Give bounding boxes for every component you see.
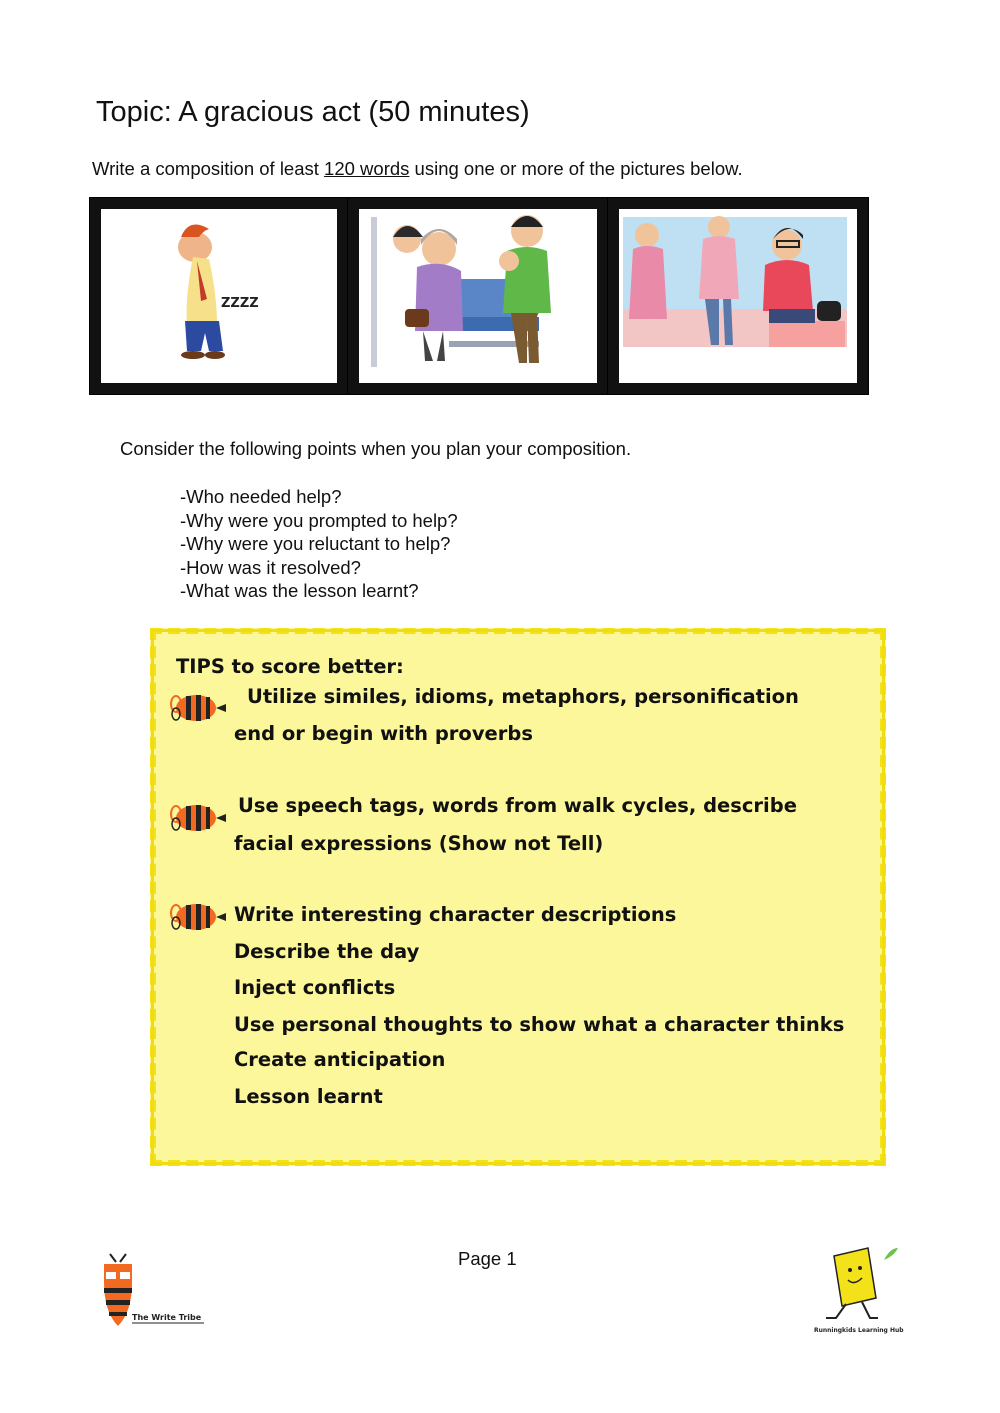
picture-sleeping-man bbox=[90, 198, 348, 394]
learning-hub-logo-text: Runningkids Learning Hub bbox=[814, 1327, 904, 1334]
picture-train-seat bbox=[348, 198, 608, 394]
zzz-caption: ZZZZ bbox=[221, 296, 259, 311]
bee-bullet-icon bbox=[170, 899, 232, 935]
point-item: -Who needed help? bbox=[180, 486, 342, 507]
tip-line: Inject conflicts bbox=[234, 976, 396, 999]
tips-title: TIPS to score better: bbox=[176, 655, 404, 678]
learning-hub-logo bbox=[806, 1240, 910, 1344]
point-item: -Why were you prompted to help? bbox=[180, 509, 458, 531]
tip-line: facial expressions (Show not Tell) bbox=[234, 832, 604, 855]
point-item: -What was the lesson learnt? bbox=[180, 580, 419, 602]
planning-points bbox=[180, 485, 458, 603]
tip-line: Use speech tags, words from walk cycles, describe bbox=[238, 794, 797, 817]
write-tribe-logo-text: The Write Tribe bbox=[132, 1313, 202, 1322]
page-title: Topic: A gracious act (50 minutes) bbox=[96, 96, 530, 128]
tip-line: Write interesting character descriptions bbox=[234, 903, 677, 926]
picture-passengers bbox=[608, 198, 868, 394]
page-number: Page 1 bbox=[458, 1248, 517, 1269]
passengers-illustration bbox=[619, 209, 857, 383]
tip-line: Use personal thoughts to show what a character thinks bbox=[234, 1013, 845, 1036]
tip-line: Utilize similes, idioms, metaphors, personification bbox=[247, 685, 799, 708]
intro-before: Write a composition of least bbox=[92, 158, 325, 179]
tip-line: Lesson learnt bbox=[234, 1085, 383, 1108]
tip-line: Create anticipation bbox=[234, 1048, 446, 1071]
write-tribe-logo bbox=[96, 1250, 208, 1330]
bee-bullet-icon bbox=[170, 800, 232, 836]
point-item: -Why were you reluctant to help? bbox=[180, 533, 451, 555]
point-item: -How was it resolved? bbox=[180, 556, 361, 578]
picture-strip bbox=[90, 198, 868, 394]
bee-bullet-icon bbox=[170, 690, 232, 726]
intro-after: using one or more of the pictures below. bbox=[409, 158, 743, 179]
train-seat-illustration bbox=[359, 209, 597, 383]
tip-line: end or begin with proverbs bbox=[234, 722, 533, 745]
intro-instruction bbox=[92, 158, 743, 180]
sleeping-man-illustration bbox=[101, 209, 337, 383]
tip-line: Describe the day bbox=[234, 940, 420, 963]
consider-text: Consider the following points when you plan your composition. bbox=[120, 438, 632, 459]
intro-word-count: 120 words bbox=[324, 158, 410, 179]
